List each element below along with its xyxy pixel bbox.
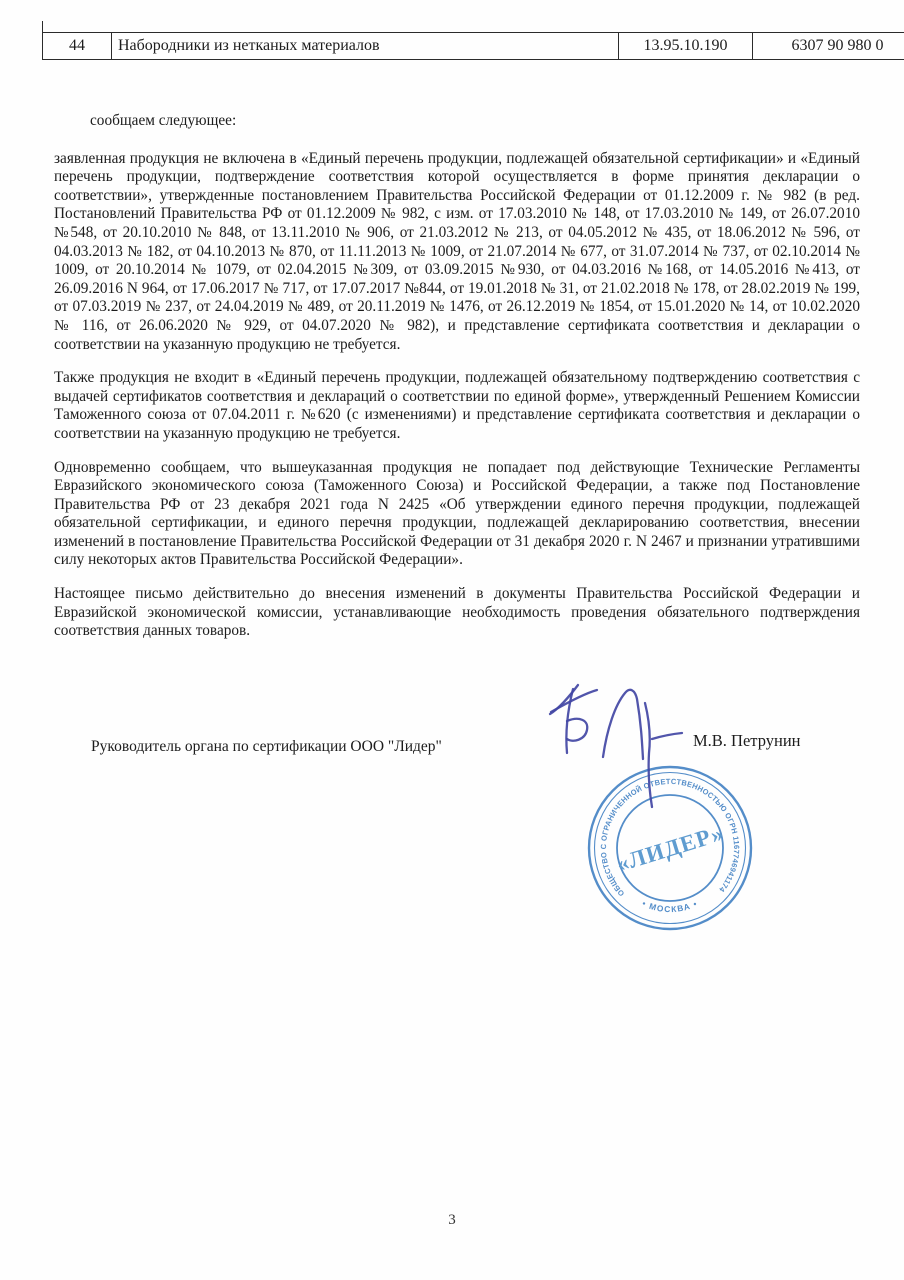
signer-title: Руководитель органа по сертификации ООО "Лидер" — [91, 738, 442, 755]
cell-row-number: 44 — [43, 33, 112, 60]
signature-stroke — [652, 733, 682, 739]
table-row — [43, 33, 904, 60]
cell-okpd-code: 13.95.10.190 — [619, 33, 753, 60]
handwritten-signature — [545, 683, 705, 815]
cell-product-name: Набородники из нетканых материалов — [112, 33, 619, 60]
signature-stroke — [551, 690, 597, 712]
goods-table — [42, 32, 904, 60]
paragraph-letter-validity: Настоящее письмо действительно до внесения изменений в документы Правительства Российской Федерации и Евразийской экономической комиссии, устанавливающие необходимость проведения обязательного подтверждения соответствия данных товаров. — [54, 585, 860, 640]
paragraph-certification-list: заявленная продукция не включена в «Единый перечень продукции, подлежащей обязательной сертификации» и «Единый перечень продукции, подтверждение соответствия которой осуществляется в форме принятия декларации о соответствии», утвержденные постановлением Правительства Российской Федерации от 01.12.2009 г. № 982 (в ред. Постановлений Правительства РФ от 01.12.2009 № 982, с изм. от 17.03.2010 № 148, от 17.03.2010 № 149, от 26.07.2010 №548, от 20.10.2010 № 848, от 13.11.2010 № 906, от 21.03.2012 № 213, от 04.05.2012 № 435, от 18.06.2012 № 596, от 04.03.2013 № 182, от 04.10.2013 № 870, от 11.11.2013 № 1009, от 21.07.2014 № 677, от 31.07.2014 № 737, от 02.10.2014 № 1009, от 20.10.2014 № 1079, от 02.04.2015 №309, от 03.09.2015 №930, от 04.03.2016 №168, от 14.05.2016 №413, от 26.09.2016 N 964, от 17.06.2017 № 717, от 17.07.2017 №844, от 19.01.2018 № 31, от 21.02.2018 № 178, от 28.02.2019 № 199, от 07.03.2019 № 237, от 24.04.2019 № 489, от 20.11.2019 № 1476, от 26.12.2019 № 1854, от 15.01.2020 № 14, от 10.02.2020 № 116, от 26.06.2020 № 929, от 04.07.2020 № 982), и представление сертификата соответствия и декларации о соответствии на указанную продукцию не требуется. — [54, 149, 860, 353]
signature-stroke — [567, 719, 587, 741]
stamp-bottom-textpath: • МОСКВА • — [640, 898, 700, 915]
paragraph-technical-regulations: Одновременно сообщаем, что вышеуказанная продукция не попадает под действующие Технические Регламенты Евразийского экономического союза (Таможенного Союза) и Российской Федерации, а также под Постановление Правительства РФ от 23 декабря 2021 года N 2425 «Об утверждении единого перечня продукции, подлежащей обязательной сертификации, и единого перечня продукции, подлежащей декларированию соответствия, внесении изменений в постановление Правительства Российской Федерации от 31 декабря 2020 г. N 2467 и признании утратившими силу некоторых актов Правительства Российской Федерации». — [54, 458, 860, 569]
stamp-center-text: «ЛИДЕР» — [613, 820, 727, 877]
cell-tnved-code: 6307 90 980 0 — [753, 33, 904, 60]
paragraph-customs-union-list: Также продукция не входит в «Единый перечень продукции, подлежащей обязательному подтверждению соответствия с выдачей сертификатов соответствия и деклараций о соответствии по единой форме», утвержденный Решением Комиссии Таможенного союза от 07.04.2011 г. №620 (с изменениями) и представление сертификата соответствия и декларации о соответствии на указанную продукцию не требуется. — [54, 369, 860, 442]
signature-stroke — [603, 690, 643, 759]
signature-stroke — [645, 703, 652, 807]
stamp-ring-textpath: ОБЩЕСТВО С ОГРАНИЧЕННОЙ ОТВЕТСТВЕННОСТЬЮ ОГРН 1167746941174 — [598, 776, 742, 899]
signer-name: М.В. Петрунин — [693, 731, 801, 750]
letter-body — [54, 112, 860, 656]
salutation: сообщаем следующее: — [90, 112, 237, 129]
page-number: 3 — [448, 1212, 456, 1228]
